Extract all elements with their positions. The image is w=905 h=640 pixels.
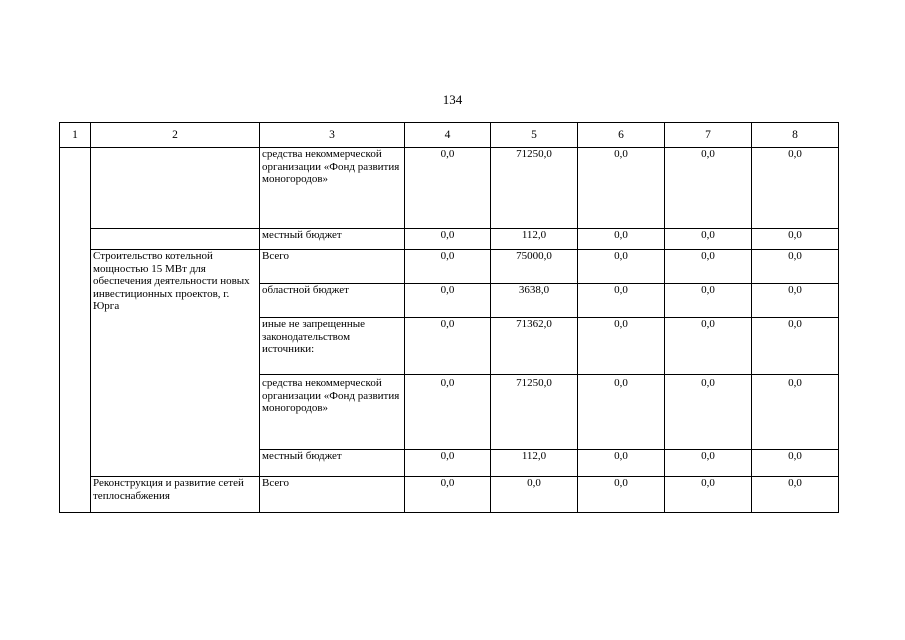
header-cell: 5	[491, 123, 578, 148]
source-cell: средства некоммерческой организации «Фонд развития моногородов»	[260, 375, 405, 450]
value-cell: 0,0	[491, 477, 578, 513]
value-cell: 0,0	[752, 318, 839, 375]
object-cell	[91, 148, 260, 229]
value-cell: 0,0	[752, 148, 839, 229]
source-cell: областной бюджет	[260, 284, 405, 318]
value-cell: 0,0	[405, 375, 491, 450]
table-row	[60, 148, 839, 229]
value-cell: 0,0	[665, 229, 752, 250]
value-cell: 0,0	[752, 250, 839, 284]
table-row	[60, 250, 839, 284]
header-cell: 7	[665, 123, 752, 148]
value-cell: 71362,0	[491, 318, 578, 375]
header-cell: 1	[60, 123, 91, 148]
value-cell: 0,0	[752, 229, 839, 250]
object-cell: Реконструкция и развитие сетей теплоснабжения	[91, 477, 260, 513]
value-cell: 75000,0	[491, 250, 578, 284]
table-row	[60, 477, 839, 513]
source-cell: Всего	[260, 477, 405, 513]
value-cell: 0,0	[665, 284, 752, 318]
value-cell: 0,0	[405, 229, 491, 250]
value-cell: 0,0	[405, 450, 491, 477]
value-cell: 3638,0	[491, 284, 578, 318]
table-row	[60, 229, 839, 250]
budget-table	[59, 122, 839, 513]
header-cell: 4	[405, 123, 491, 148]
value-cell: 0,0	[752, 477, 839, 513]
value-cell: 0,0	[665, 375, 752, 450]
value-cell: 0,0	[752, 284, 839, 318]
value-cell: 0,0	[578, 477, 665, 513]
object-cell: Строительство котельной мощностью 15 МВт для обеспечения деятельности новых инвестиционных проектов, г. Юрга	[91, 250, 260, 477]
row-index-cell	[60, 148, 91, 513]
value-cell: 0,0	[578, 284, 665, 318]
value-cell: 112,0	[491, 229, 578, 250]
value-cell: 0,0	[665, 250, 752, 284]
source-cell: иные не запрещенные законодательством источники:	[260, 318, 405, 375]
value-cell: 0,0	[405, 250, 491, 284]
value-cell: 0,0	[405, 477, 491, 513]
source-cell: местный бюджет	[260, 450, 405, 477]
value-cell: 0,0	[752, 375, 839, 450]
source-cell: Всего	[260, 250, 405, 284]
header-cell: 2	[91, 123, 260, 148]
value-cell: 0,0	[752, 450, 839, 477]
value-cell: 0,0	[578, 375, 665, 450]
source-cell: средства некоммерческой организации «Фонд развития моногородов»	[260, 148, 405, 229]
header-cell: 8	[752, 123, 839, 148]
value-cell: 0,0	[405, 284, 491, 318]
value-cell: 0,0	[578, 148, 665, 229]
value-cell: 0,0	[578, 450, 665, 477]
header-cell: 6	[578, 123, 665, 148]
value-cell: 71250,0	[491, 375, 578, 450]
value-cell: 71250,0	[491, 148, 578, 229]
value-cell: 0,0	[578, 250, 665, 284]
value-cell: 0,0	[665, 450, 752, 477]
value-cell: 112,0	[491, 450, 578, 477]
header-cell: 3	[260, 123, 405, 148]
value-cell: 0,0	[665, 318, 752, 375]
header-row	[60, 123, 839, 148]
source-cell: местный бюджет	[260, 229, 405, 250]
value-cell: 0,0	[405, 318, 491, 375]
value-cell: 0,0	[665, 477, 752, 513]
value-cell: 0,0	[405, 148, 491, 229]
value-cell: 0,0	[578, 318, 665, 375]
value-cell: 0,0	[665, 148, 752, 229]
object-cell	[91, 229, 260, 250]
page-number: 134	[442, 92, 463, 107]
value-cell: 0,0	[578, 229, 665, 250]
